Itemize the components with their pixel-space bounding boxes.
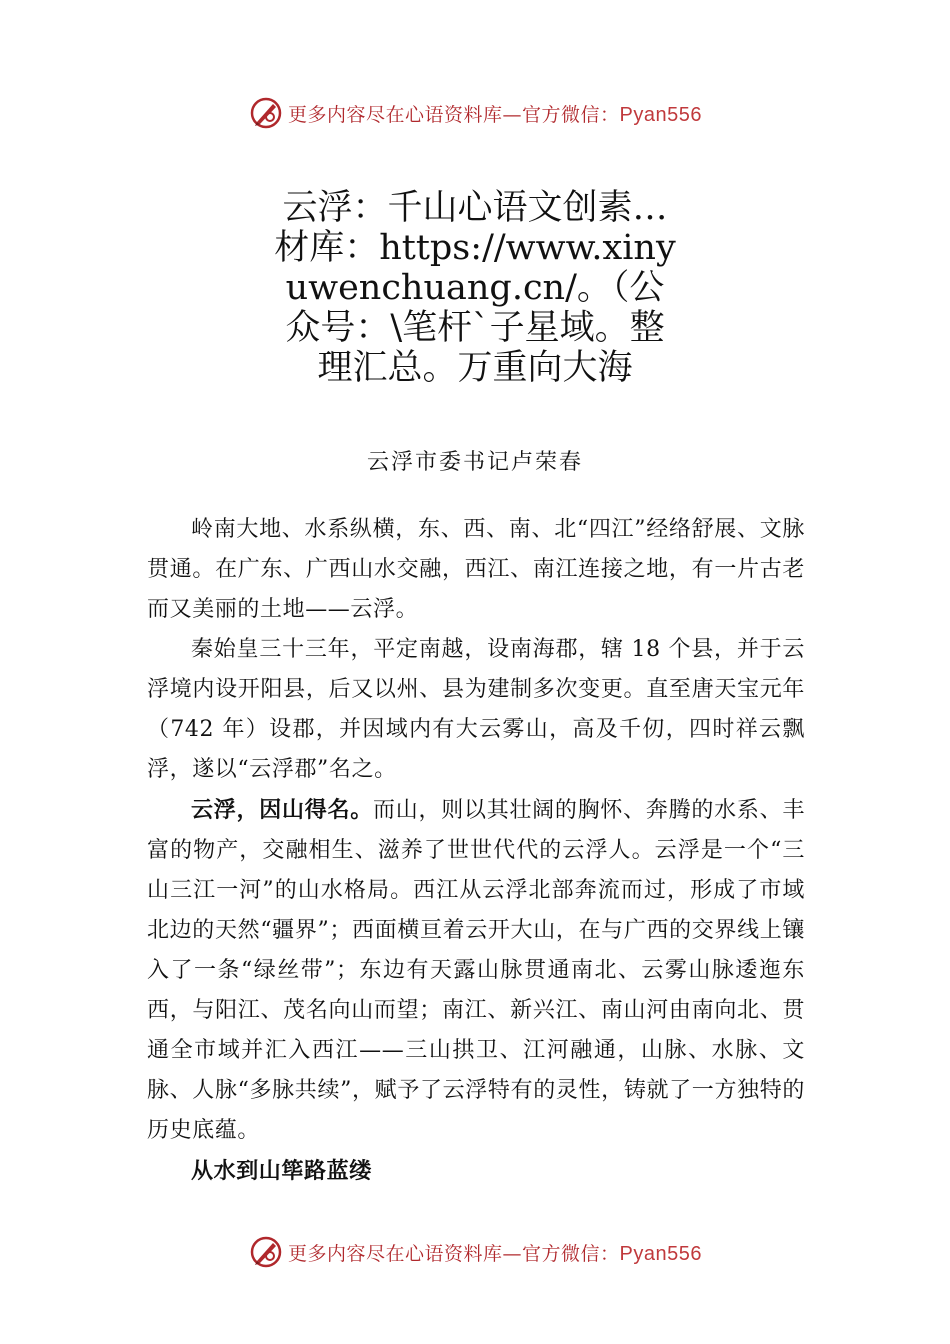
author-line: 云浮市委书记卢荣春 — [366, 450, 583, 475]
pen-logo-icon — [248, 95, 284, 131]
paragraph-3 — [147, 790, 805, 1151]
paragraph-2: 秦始皇三十三年，平定南越，设南海郡，辖 18 个县，并于云浮境内设开阳县，后又以州、县为建制多次变更。直至唐天宝元年（742 年）设郡，并因域内有大云雾山，高及千仞，四时祥云飘浮，遂以“云浮郡”名之。 — [147, 637, 805, 782]
banner-wechat-id: Pyan556 — [619, 103, 702, 126]
banner-separator: —官方微信： — [502, 1242, 620, 1265]
header-banner — [0, 93, 950, 133]
pen-logo-icon — [248, 1234, 284, 1270]
banner-main-text: 更多内容尽在心语资料库 — [288, 1242, 503, 1265]
banner-text — [288, 100, 702, 127]
paragraph-3-lead: 云浮，因山得名。 — [191, 797, 373, 823]
paragraph-1: 岭南大地、水系纵横，东、西、南、北“四江”经络舒展、文脉贯通。在广东、广西山水交融，西江、南江连接之地，有一片古老而又美丽的土地——云浮。 — [147, 517, 805, 622]
section-heading: 从水到山筚路蓝缕 — [191, 1158, 372, 1184]
banner-separator: —官方微信： — [502, 103, 620, 126]
article-body — [147, 510, 805, 1191]
paragraph-3-text: 而山，则以其壮阔的胸怀、奔腾的水系、丰富的物产，交融相生、滋养了世世代代的云浮人。云浮是一个“三山三江一河”的山水格局。西江从云浮北部奔流而过，形成了市域北边的天然“疆界”；西面横亘着云开大山，在与广西的交界线上镶入了一条“绿丝带”；东边有天露山脉贯通南北、云雾山脉逶迤东西，与阳江、茂名向山而望；南江、新兴江、南山河由南向北、贯通全市域并汇入西江——三山拱卫、江河融通，山脉、水脉、文脉、人脉“多脉共续”，赋予了云浮特有的灵性，铸就了一方独特的历史底蕴。 — [147, 798, 805, 1143]
banner-text — [288, 1239, 702, 1266]
document-title: 云浮：千山心语文创素…材库：https://www.xinyuwenchuang.cn/。（公众号：\笔杆`子星域。整理汇总。万重向大海 — [274, 188, 676, 388]
footer-banner — [0, 1232, 950, 1272]
banner-main-text: 更多内容尽在心语资料库 — [288, 103, 503, 126]
banner-wechat-id: Pyan556 — [619, 1242, 702, 1265]
